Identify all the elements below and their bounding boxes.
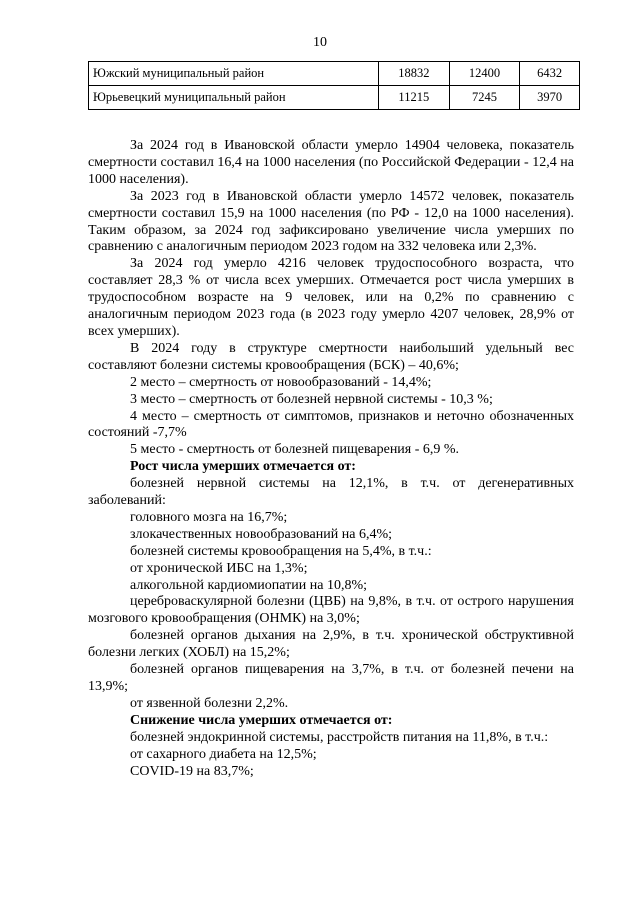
list-item: болезней системы кровообращения на 5,4%, в т.ч.: <box>130 543 432 559</box>
list-item: злокачественных новообразований на 6,4%; <box>130 526 392 542</box>
list-item: алкогольной кардиомиопатии на 10,8%; <box>130 577 368 593</box>
table-cell-value: 11215 <box>379 86 450 110</box>
table-cell-value: 7245 <box>449 86 520 110</box>
page-number: 10 <box>313 35 327 50</box>
list-item: COVID-19 на 83,7%; <box>130 763 254 779</box>
list-item: от сахарного диабета на 12,5%; <box>130 746 317 762</box>
list-item: цереброваскулярной болезни (ЦВБ) на 9,8%, в т.ч. от острого нарушения мозгового кровообращения (ОНМК) на 3,0%; <box>88 594 574 627</box>
table-cell-value: 6432 <box>520 62 580 86</box>
table-cell-value: 18832 <box>379 62 450 86</box>
table-cell-district: Южский муниципальный район <box>89 62 379 86</box>
list-item: головного мозга на 16,7%; <box>130 509 288 525</box>
table-cell-district: Юрьевецкий муниципальный район <box>89 86 379 110</box>
document-body <box>88 138 574 780</box>
table-row <box>89 86 580 110</box>
paragraph-structure-5th: 5 место - смертность от болезней пищеварения - 6,9 %. <box>130 442 460 458</box>
table-row <box>89 62 580 86</box>
paragraph-structure-1st: В 2024 году в структуре смертности наибольший удельный вес составляют болезни системы кровообращения (БСК) – 40,6%; <box>88 340 574 373</box>
paragraph-structure-3rd: 3 место – смертность от болезней нервной системы - 10,3 %; <box>130 391 493 407</box>
list-item: болезней эндокринной системы, расстройств питания на 11,8%, в т.ч.: <box>130 729 549 745</box>
list-item: болезней органов пищеварения на 3,7%, в т.ч. от болезней печени на 13,9%; <box>88 662 574 694</box>
section-heading-growth: Рост числа умерших отмечается от: <box>130 459 356 475</box>
table-cell-value: 12400 <box>449 62 520 86</box>
section-heading-decline: Снижение числа умерших отмечается от: <box>130 712 393 728</box>
paragraph-mortality-2023: За 2023 год в Ивановской области умерло 14572 человек, показатель смертности составил 15,9 на 1000 населения (по РФ - 12,0 на 1000 населения). Таким образом, за 2024 год зафиксировано увеличение числа умерших по сравнению с аналогичным периодом 2023 годом на 332 человека или 2,3%. <box>88 188 574 255</box>
paragraph-structure-4th: 4 место – смертность от симптомов, признаков и неточно обозначенных состояний -7,7% <box>88 408 574 441</box>
paragraph-mortality-2024: За 2024 год в Ивановской области умерло 14904 человека, показатель смертности составил 16,4 на 1000 населения (по Российской Федерации - 12,4 на 1000 населения). <box>88 138 574 187</box>
list-item: от хронической ИБС на 1,3%; <box>130 560 308 576</box>
paragraph-working-age: За 2024 год умерло 4216 человек трудоспособного возраста, что составляет 28,3 % от числа всех умерших. Отмечается рост числа умерших в трудоспособном возрасте на 9 человек, или на 0,2% по сравнению с аналогичным периодом 2023 года (в 2023 году умерло 4207 человек, 28,9% от всех умерших). <box>88 256 574 339</box>
table-cell-value: 3970 <box>520 86 580 110</box>
list-item: болезней органов дыхания на 2,9%, в т.ч. хронической обструктивной болезни легких (ХОБЛ) на 15,2%; <box>88 628 574 661</box>
list-item: болезней нервной системы на 12,1%, в т.ч. от дегенеративных заболеваний: <box>88 476 574 509</box>
paragraph-structure-2nd: 2 место – смертность от новообразований - 14,4%; <box>130 374 432 390</box>
list-item: от язвенной болезни 2,2%. <box>130 695 289 711</box>
district-mortality-table <box>88 61 580 110</box>
